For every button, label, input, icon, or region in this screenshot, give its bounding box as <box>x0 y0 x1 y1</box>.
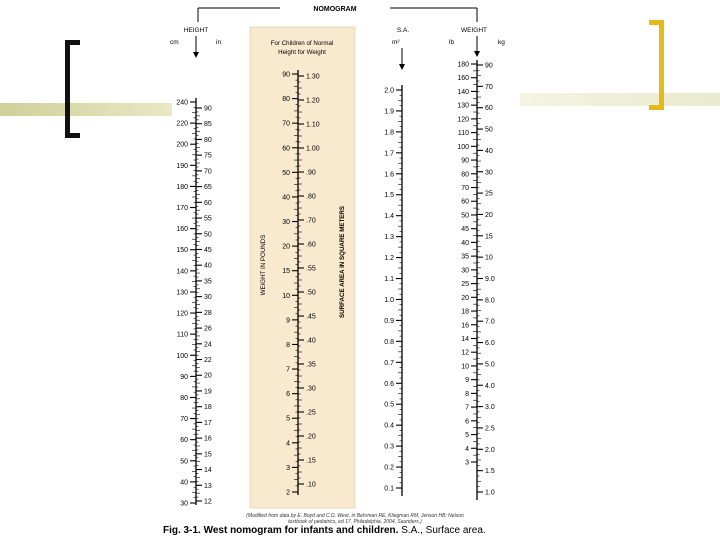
weight-arrow-head <box>474 51 480 57</box>
height-cm-label: 50 <box>180 458 188 466</box>
height-cm-label: 160 <box>176 226 188 234</box>
weight-kg-label: 1.5 <box>485 468 495 476</box>
height-cm-label: 220 <box>176 120 188 128</box>
height-cm-label: 140 <box>176 268 188 276</box>
weight-lb-label: 4 <box>465 445 469 453</box>
panel-m2-label: .15 <box>306 457 316 465</box>
weight-lb-label: 130 <box>457 102 469 110</box>
height-in-label: 22 <box>204 357 212 365</box>
weight-lb-label: 9 <box>465 377 469 385</box>
sa-label: 1.7 <box>384 150 394 158</box>
panel-m2-label: 1.10 <box>306 121 320 129</box>
height-cm-label: 130 <box>176 289 188 297</box>
panel-lb-label: 3 <box>286 464 290 472</box>
panel-lb-label: 7 <box>286 366 290 374</box>
weight-lb-label: 30 <box>461 267 469 275</box>
sa-label: 0.2 <box>384 464 394 472</box>
weight-kg-label: 3.0 <box>485 404 495 412</box>
height-cm-label: 240 <box>176 99 188 107</box>
weight-kg-label: 60 <box>485 105 493 113</box>
height-cm-label: 170 <box>176 205 188 213</box>
weight-lb-label: 45 <box>461 226 469 234</box>
height-in-label: 65 <box>204 184 212 192</box>
panel-lb-label: 70 <box>282 120 290 128</box>
panel-left-axis-title: WEIGHT IN POUNDS <box>260 234 267 296</box>
sa-label: 1.1 <box>384 276 394 284</box>
panel-lb-label: 30 <box>282 219 290 227</box>
weight-lb-label: 7 <box>465 404 469 412</box>
weight-kg-label: 90 <box>485 62 493 70</box>
height-cm-label: 120 <box>176 310 188 318</box>
height-in-label: 17 <box>204 419 212 427</box>
panel-lb-label: 20 <box>282 243 290 251</box>
weight-lb-label: 90 <box>461 157 469 165</box>
weight-kg-unit: kg <box>498 39 505 46</box>
weight-kg-label: 40 <box>485 147 493 155</box>
height-in-label: 45 <box>204 246 212 254</box>
height-in-label: 80 <box>204 136 212 144</box>
panel-lb-label: 50 <box>282 169 290 177</box>
height-in-label: 24 <box>204 341 212 349</box>
weight-kg-label: 5.0 <box>485 361 495 369</box>
sa-header: S.A. <box>396 27 410 34</box>
weight-kg-label: 30 <box>485 169 493 177</box>
weight-lb-label: 120 <box>457 116 469 124</box>
height-in-unit: in <box>216 39 222 46</box>
weight-lb-label: 80 <box>461 171 469 179</box>
height-in-label: 15 <box>204 451 212 459</box>
figure-caption <box>163 525 486 536</box>
weight-lb-label: 25 <box>461 281 469 289</box>
weight-lb-label: 5 <box>465 432 469 440</box>
sa-label: 1.3 <box>384 234 394 242</box>
weight-lb-label: 110 <box>457 130 469 138</box>
height-cm-label: 30 <box>180 500 188 508</box>
panel-m2-label: .25 <box>306 409 316 417</box>
height-in-label: 85 <box>204 121 212 129</box>
weight-kg-label: 9.0 <box>485 276 495 283</box>
sa-label: 1.6 <box>384 171 394 179</box>
weight-kg-label: 70 <box>485 83 493 91</box>
height-cm-label: 110 <box>176 331 188 339</box>
panel-m2-label: .50 <box>306 289 316 297</box>
panel-m2-label: .40 <box>306 337 316 345</box>
panel-lb-label: 8 <box>286 341 290 349</box>
weight-kg-label: 8.0 <box>485 297 495 305</box>
panel-lb-label: 15 <box>282 268 290 276</box>
sa-label: 0.9 <box>384 317 394 325</box>
height-cm-label: 180 <box>176 183 188 191</box>
weight-lb-label: 8 <box>465 390 469 398</box>
height-in-label: 70 <box>204 168 212 176</box>
panel-lb-label: 5 <box>286 415 290 423</box>
weight-lb-label: 70 <box>461 185 469 193</box>
panel-lb-label: 60 <box>282 145 290 153</box>
height-in-label: 18 <box>204 404 212 412</box>
weight-kg-label: 2.5 <box>485 425 495 433</box>
sa-label: 0.5 <box>384 401 394 409</box>
weight-lb-label: 12 <box>461 349 469 357</box>
height-in-label: 75 <box>204 152 212 160</box>
height-cm-label: 60 <box>180 437 188 445</box>
height-arrow-head <box>193 52 199 58</box>
height-cm-unit: cm <box>170 39 179 46</box>
sa-label: 0.3 <box>384 443 394 451</box>
weight-lb-label: 40 <box>461 239 469 247</box>
sa-label: 0.8 <box>384 338 394 346</box>
sa-label: 1.2 <box>384 255 394 263</box>
weight-lb-label: 140 <box>457 88 469 96</box>
sa-label: 1.9 <box>384 108 394 116</box>
weight-lb-label: 50 <box>461 212 469 220</box>
weight-lb-label: 3 <box>465 459 469 467</box>
panel-m2-label: .20 <box>306 433 316 441</box>
height-cm-label: 100 <box>176 352 188 360</box>
height-in-label: 50 <box>204 231 212 239</box>
height-in-label: 12 <box>204 498 212 506</box>
weight-lb-label: 35 <box>461 253 469 261</box>
sa-label: 1.4 <box>384 213 394 221</box>
height-in-label: 14 <box>204 467 212 475</box>
figure-caption-normal: S.A., Surface area. <box>401 525 486 536</box>
height-cm-label: 80 <box>180 394 188 402</box>
height-in-label: 19 <box>204 388 212 396</box>
panel-m2-label: .35 <box>306 361 316 369</box>
source-note: (Modified from data by E. Boyd and C.D. West, in Behrman RE, Kliegman RM, Jenson HB: Nelson textbook of pediatrics, ed 17, Philadelphia, 2004, Saunders.) <box>246 513 464 525</box>
panel-lb-label: 2 <box>286 489 290 497</box>
weight-lb-label: 10 <box>461 363 469 371</box>
height-header: HEIGHT <box>183 27 209 34</box>
sa-label: 1.0 <box>384 296 394 304</box>
panel-m2-label: 1.00 <box>306 145 320 153</box>
height-cm-label: 70 <box>180 416 188 424</box>
figure-label: Fig. 3-1. <box>163 525 201 536</box>
figure-caption-bold: West nomogram for infants and children. <box>203 525 399 536</box>
sa-label: 0.7 <box>384 359 394 367</box>
panel-lb-label: 10 <box>282 292 290 300</box>
panel-lb-label: 9 <box>286 317 290 325</box>
height-in-label: 16 <box>204 435 212 443</box>
panel-m2-label: .90 <box>306 169 316 177</box>
weight-kg-label: 15 <box>485 233 493 241</box>
weight-lb-label: 180 <box>457 61 469 69</box>
height-in-label: 90 <box>204 105 212 113</box>
height-cm-label: 40 <box>180 479 188 487</box>
weight-lb-label: 20 <box>461 294 469 302</box>
panel-m2-label: .30 <box>306 385 316 393</box>
height-in-label: 26 <box>204 325 212 333</box>
panel-m2-label: .55 <box>306 265 316 273</box>
height-in-label: 20 <box>204 372 212 380</box>
panel-heading-line1: For Children of Normal <box>270 40 334 47</box>
panel-m2-label: .45 <box>306 313 316 321</box>
weight-kg-label: 7.0 <box>485 318 495 326</box>
panel-right-axis-title: SURFACE AREA IN SQUARE METERS <box>339 206 346 318</box>
weight-lb-label: 160 <box>457 75 469 83</box>
weight-kg-label: 20 <box>485 211 493 219</box>
height-cm-label: 200 <box>176 141 188 149</box>
weight-kg-label: 2.0 <box>485 446 495 454</box>
weight-lb-label: 14 <box>461 335 469 343</box>
nomogram-title: NOMOGRAM <box>313 6 357 13</box>
weight-lb-unit: lb <box>449 39 455 46</box>
sa-label: 2.0 <box>384 87 394 95</box>
sa-label: 1.8 <box>384 129 394 137</box>
weight-kg-label: 1.0 <box>485 489 495 497</box>
height-in-label: 60 <box>204 199 212 207</box>
weight-lb-label: 6 <box>465 418 469 426</box>
height-in-label: 13 <box>204 482 212 490</box>
weight-header: WEIGHT <box>461 27 487 34</box>
panel-lb-label: 80 <box>282 96 290 104</box>
weight-lb-label: 100 <box>457 143 469 151</box>
panel-heading-line2: Height for Weight <box>278 49 326 56</box>
sa-arrow-head <box>399 64 405 70</box>
height-in-label: 30 <box>204 294 212 302</box>
height-cm-label: 90 <box>180 373 188 381</box>
panel-m2-label: .80 <box>306 193 316 201</box>
panel-m2-label: .70 <box>306 217 316 225</box>
weight-kg-label: 10 <box>485 254 493 262</box>
weight-kg-label: 50 <box>485 126 493 134</box>
sa-label: 0.4 <box>384 422 394 430</box>
sa-unit: m² <box>392 39 400 46</box>
weight-lb-label: 18 <box>461 308 469 316</box>
weight-kg-label: 6.0 <box>485 340 495 348</box>
panel-lb-label: 4 <box>286 440 290 448</box>
sa-label: 0.6 <box>384 380 394 388</box>
height-cm-label: 150 <box>176 247 188 255</box>
weight-lb-label: 60 <box>461 198 469 206</box>
weight-kg-label: 4.0 <box>485 382 495 390</box>
panel-m2-label: .10 <box>306 481 316 489</box>
sa-label: 1.5 <box>384 192 394 200</box>
panel-m2-label: 1.20 <box>306 97 320 105</box>
weight-lb-label: 16 <box>461 322 469 330</box>
weight-kg-label: 25 <box>485 190 493 198</box>
panel-lb-label: 90 <box>282 71 290 79</box>
panel-m2-label: 1.30 <box>306 73 320 81</box>
height-in-label: 35 <box>204 278 212 286</box>
panel-lb-label: 40 <box>282 194 290 202</box>
height-in-label: 55 <box>204 215 212 223</box>
sa-label: 0.1 <box>384 485 394 493</box>
panel-lb-label: 6 <box>286 391 290 399</box>
height-cm-label: 190 <box>176 162 188 170</box>
height-in-label: 28 <box>204 309 212 317</box>
height-in-label: 40 <box>204 262 212 270</box>
panel-m2-label: .60 <box>306 241 316 249</box>
